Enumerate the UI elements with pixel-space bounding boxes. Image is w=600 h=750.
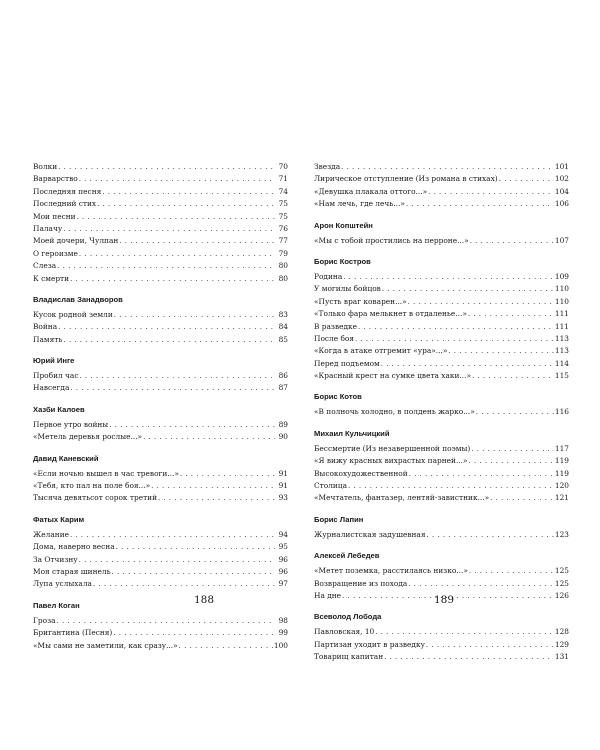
entry-page-number: 71 bbox=[278, 174, 288, 184]
dot-leader bbox=[77, 211, 275, 223]
dot-leader bbox=[469, 455, 554, 467]
dot-leader bbox=[113, 627, 275, 639]
toc-entry bbox=[33, 554, 288, 566]
dot-leader bbox=[448, 345, 554, 357]
toc-section bbox=[314, 512, 569, 541]
entry-title: Партизан уходит в разведку bbox=[314, 639, 425, 649]
entry-page-number: 126 bbox=[554, 590, 569, 600]
entry-title: На дне bbox=[314, 590, 342, 600]
entry-title: Столица bbox=[314, 481, 347, 491]
entry-title: «Тебя, кто пал на поле боя...» bbox=[33, 481, 151, 491]
entry-title: Лупа услыхала bbox=[33, 579, 92, 589]
entry-title: Моя старая шинель bbox=[33, 566, 111, 576]
entry-page-number: 129 bbox=[554, 639, 569, 649]
toc-entry bbox=[314, 455, 569, 467]
entry-title: Волки bbox=[33, 161, 58, 171]
toc-entry bbox=[33, 468, 288, 480]
toc-entry bbox=[314, 626, 569, 638]
toc-entry bbox=[314, 308, 569, 320]
entry-page-number: 104 bbox=[554, 186, 569, 196]
author-heading: Юрий Инге bbox=[33, 356, 75, 366]
author-heading: Владислав Занадворов bbox=[33, 294, 123, 304]
toc-entry bbox=[314, 161, 569, 173]
dot-leader bbox=[341, 161, 554, 173]
entry-page-number: 128 bbox=[554, 627, 569, 637]
entry-title: Последняя песня bbox=[33, 186, 102, 196]
entry-page-number: 115 bbox=[554, 371, 569, 381]
entry-page-number: 131 bbox=[554, 652, 569, 662]
entry-page-number: 89 bbox=[278, 419, 288, 429]
dot-leader bbox=[490, 492, 554, 504]
entry-page-number: 107 bbox=[554, 235, 569, 245]
toc-entry bbox=[314, 173, 569, 185]
toc-entry bbox=[33, 173, 288, 185]
dot-leader bbox=[102, 186, 275, 198]
dot-leader bbox=[348, 480, 554, 492]
toc-section bbox=[33, 402, 288, 444]
author-heading: Борис Котов bbox=[314, 392, 362, 402]
entry-page-number: 125 bbox=[554, 578, 569, 588]
dot-leader bbox=[428, 186, 554, 198]
entry-title: Павловская, 10 bbox=[314, 627, 375, 637]
entry-title: Мои песни bbox=[33, 211, 76, 221]
dot-leader bbox=[499, 173, 554, 185]
dot-leader bbox=[384, 651, 554, 663]
entry-page-number: 90 bbox=[278, 432, 288, 442]
dot-leader bbox=[406, 198, 554, 210]
toc-entry bbox=[314, 651, 569, 663]
toc-entry bbox=[33, 309, 288, 321]
entry-title: Желание bbox=[33, 529, 70, 539]
toc-entry bbox=[33, 321, 288, 333]
entry-page-number: 121 bbox=[554, 493, 569, 503]
author-heading: Алексей Лебедев bbox=[314, 551, 380, 561]
entry-page-number: 101 bbox=[554, 161, 569, 171]
entry-page-number: 95 bbox=[278, 542, 288, 552]
dot-leader bbox=[426, 529, 553, 541]
toc-section bbox=[33, 161, 288, 285]
dot-leader bbox=[58, 321, 275, 333]
dot-leader bbox=[119, 235, 275, 247]
author-heading: Борис Лапин bbox=[314, 514, 364, 524]
dot-leader bbox=[476, 406, 554, 418]
author-heading: Хазби Калоев bbox=[33, 404, 85, 414]
toc-section bbox=[314, 389, 569, 418]
dot-leader bbox=[358, 321, 554, 333]
entry-page-number: 109 bbox=[554, 271, 569, 281]
dot-leader bbox=[469, 565, 554, 577]
entry-page-number: 97 bbox=[278, 579, 288, 589]
toc-entry bbox=[33, 640, 288, 652]
toc-section bbox=[33, 451, 288, 505]
entry-title: «В полночь холодно, в полдень жарко...» bbox=[314, 407, 475, 417]
dot-leader bbox=[471, 443, 554, 455]
dot-leader bbox=[79, 554, 275, 566]
toc-entry bbox=[33, 578, 288, 590]
toc-entry bbox=[314, 370, 569, 382]
toc-section bbox=[314, 218, 569, 247]
entry-title: К смерти bbox=[33, 273, 70, 283]
entry-title: Дома, наверно весна bbox=[33, 542, 115, 552]
entry-page-number: 75 bbox=[278, 199, 288, 209]
entry-title: После боя bbox=[314, 333, 355, 343]
entry-title: Гроза bbox=[33, 615, 56, 625]
dot-leader bbox=[375, 626, 554, 638]
entry-title: Моей дочери, Чулпан bbox=[33, 236, 119, 246]
entry-page-number: 96 bbox=[278, 554, 288, 564]
entry-title: За Отчизну bbox=[33, 554, 78, 564]
entry-title: Слеза bbox=[33, 261, 57, 271]
dot-leader bbox=[58, 161, 275, 173]
entry-title: «Метет поземка, расстилаясь низко...» bbox=[314, 566, 468, 576]
dot-leader bbox=[112, 566, 275, 578]
toc-entry bbox=[314, 639, 569, 651]
entry-title: Навсегда bbox=[33, 383, 70, 393]
entry-page-number: 91 bbox=[278, 481, 288, 491]
toc-entry bbox=[33, 260, 288, 272]
entry-page-number: 84 bbox=[278, 322, 288, 332]
entry-title: «Девушка плакала оттого...» bbox=[314, 186, 428, 196]
entry-page-number: 80 bbox=[278, 273, 288, 283]
toc-entry bbox=[33, 529, 288, 541]
dot-leader bbox=[472, 370, 554, 382]
entry-page-number: 117 bbox=[554, 443, 569, 453]
toc-entry bbox=[314, 296, 569, 308]
dot-leader bbox=[93, 578, 275, 590]
entry-page-number: 85 bbox=[278, 334, 288, 344]
dot-leader bbox=[408, 578, 554, 590]
dot-leader bbox=[158, 492, 275, 504]
toc-section bbox=[33, 292, 288, 346]
toc-section bbox=[314, 161, 569, 211]
toc-section bbox=[314, 426, 569, 505]
toc-entry bbox=[314, 198, 569, 210]
page-number-right: 189 bbox=[433, 594, 455, 606]
entry-page-number: 93 bbox=[278, 493, 288, 503]
entry-page-number: 113 bbox=[554, 333, 569, 343]
toc-entry bbox=[314, 443, 569, 455]
toc-entry bbox=[33, 211, 288, 223]
entry-page-number: 123 bbox=[554, 529, 569, 539]
entry-title: О героизме bbox=[33, 248, 78, 258]
toc-entry bbox=[314, 283, 569, 295]
toc-entry bbox=[33, 223, 288, 235]
entry-page-number: 110 bbox=[554, 296, 569, 306]
entry-title: «Когда в атаке отгремит «ура»...» bbox=[314, 346, 448, 356]
entry-page-number: 119 bbox=[554, 456, 569, 466]
toc-entry bbox=[33, 186, 288, 198]
entry-title: «Мы с тобой простились на перроне...» bbox=[314, 235, 469, 245]
dot-leader bbox=[179, 640, 273, 652]
toc-entry bbox=[314, 529, 569, 541]
entry-page-number: 99 bbox=[278, 628, 288, 638]
entry-title: Бессмертие (Из незавершенной поэмы) bbox=[314, 443, 471, 453]
entry-page-number: 111 bbox=[554, 309, 569, 319]
dot-leader bbox=[70, 273, 275, 285]
entry-title: «Красный крест на сумке цвета хаки...» bbox=[314, 371, 471, 381]
entry-page-number: 100 bbox=[273, 640, 288, 650]
author-heading: Павел Коган bbox=[33, 600, 80, 610]
entry-page-number: 120 bbox=[554, 481, 569, 491]
dot-leader bbox=[79, 173, 275, 185]
toc-entry bbox=[33, 431, 288, 443]
toc-entry bbox=[33, 161, 288, 173]
toc-entry bbox=[314, 468, 569, 480]
dot-leader bbox=[355, 333, 554, 345]
entry-title: Возвращение из похода bbox=[314, 578, 408, 588]
dot-leader bbox=[343, 271, 554, 283]
author-heading: Борис Костров bbox=[314, 256, 371, 266]
toc-entry bbox=[33, 334, 288, 346]
toc-section bbox=[33, 598, 288, 652]
entry-page-number: 110 bbox=[554, 284, 569, 294]
entry-page-number: 80 bbox=[278, 261, 288, 271]
dot-leader bbox=[70, 529, 275, 541]
entry-page-number: 75 bbox=[278, 211, 288, 221]
toc-entry bbox=[33, 541, 288, 553]
page-number-left: 188 bbox=[193, 594, 215, 606]
entry-title: Память bbox=[33, 334, 63, 344]
entry-title: Варварство bbox=[33, 174, 78, 184]
entry-title: Первое утро войны bbox=[33, 419, 109, 429]
dot-leader bbox=[63, 334, 275, 346]
dot-leader bbox=[63, 223, 275, 235]
entry-page-number: 96 bbox=[278, 566, 288, 576]
entry-page-number: 98 bbox=[278, 615, 288, 625]
entry-page-number: 86 bbox=[278, 371, 288, 381]
entry-page-number: 125 bbox=[554, 566, 569, 576]
entry-title: Товарищ капитан bbox=[314, 652, 384, 662]
entry-page-number: 119 bbox=[554, 468, 569, 478]
dot-leader bbox=[143, 431, 275, 443]
toc-entry bbox=[33, 370, 288, 382]
entry-title: «Пусть враг коварен...» bbox=[314, 296, 407, 306]
entry-page-number: 74 bbox=[278, 186, 288, 196]
entry-title: «Я вижу красных вихрастых парней...» bbox=[314, 456, 468, 466]
toc-entry bbox=[314, 565, 569, 577]
dot-leader bbox=[79, 248, 275, 260]
dot-leader bbox=[408, 296, 554, 308]
dot-leader bbox=[470, 235, 554, 247]
toc-section bbox=[314, 609, 569, 663]
entry-title: Война bbox=[33, 322, 58, 332]
dot-leader bbox=[114, 309, 275, 321]
author-heading: Арон Копштейн bbox=[314, 220, 373, 230]
dot-leader bbox=[381, 358, 554, 370]
entry-page-number: 76 bbox=[278, 223, 288, 233]
entry-title: «Нам лечь, где лечь...» bbox=[314, 199, 405, 209]
entry-title: Палачу bbox=[33, 223, 63, 233]
entry-title: Лирическое отступление (Из романа в стихах) bbox=[314, 174, 498, 184]
entry-page-number: 106 bbox=[554, 199, 569, 209]
toc-entry bbox=[33, 492, 288, 504]
entry-title: Пробил час bbox=[33, 371, 79, 381]
dot-leader bbox=[409, 468, 554, 480]
entry-title: Журналистская задушевная bbox=[314, 529, 426, 539]
author-heading: Фатых Карим bbox=[33, 514, 85, 524]
dot-leader bbox=[57, 260, 275, 272]
entry-page-number: 79 bbox=[278, 248, 288, 258]
toc-entry bbox=[314, 480, 569, 492]
toc-entry bbox=[33, 419, 288, 431]
dot-leader bbox=[382, 283, 554, 295]
author-heading: Михаил Кульчицкий bbox=[314, 428, 390, 438]
toc-section bbox=[33, 353, 288, 395]
dot-leader bbox=[116, 541, 275, 553]
entry-page-number: 111 bbox=[554, 321, 569, 331]
entry-page-number: 70 bbox=[278, 161, 288, 171]
entry-title: Перед подъемом bbox=[314, 358, 380, 368]
entry-title: У могилы бойцов bbox=[314, 284, 381, 294]
toc-entry bbox=[314, 186, 569, 198]
entry-title: Кусок родной земли bbox=[33, 309, 113, 319]
entry-page-number: 113 bbox=[554, 346, 569, 356]
entry-title: Высокохудожественной bbox=[314, 468, 408, 478]
entry-title: «Если ночью вышел в час тревоги...» bbox=[33, 468, 179, 478]
dot-leader bbox=[180, 468, 275, 480]
toc-entry bbox=[33, 480, 288, 492]
entry-page-number: 94 bbox=[278, 529, 288, 539]
entry-page-number: 116 bbox=[554, 407, 569, 417]
toc-entry bbox=[314, 406, 569, 418]
toc-entry bbox=[314, 492, 569, 504]
entry-title: Звезда bbox=[314, 161, 341, 171]
entry-page-number: 114 bbox=[554, 358, 569, 368]
entry-title: «Только фара мелькнет в отдаленье...» bbox=[314, 309, 467, 319]
toc-entry bbox=[314, 345, 569, 357]
left-page-contents bbox=[33, 161, 288, 659]
toc-entry bbox=[314, 235, 569, 247]
entry-title: Родина bbox=[314, 271, 343, 281]
toc-entry bbox=[314, 333, 569, 345]
dot-leader bbox=[151, 480, 275, 492]
author-heading: Всеволод Лобода bbox=[314, 612, 382, 622]
entry-title: Бригантина (Песня) bbox=[33, 628, 113, 638]
author-heading: Давид Каневский bbox=[33, 453, 99, 463]
dot-leader bbox=[468, 308, 554, 320]
dot-leader bbox=[109, 419, 275, 431]
toc-entry bbox=[33, 273, 288, 285]
entry-page-number: 83 bbox=[278, 309, 288, 319]
toc-entry bbox=[33, 198, 288, 210]
dot-leader bbox=[70, 382, 275, 394]
dot-leader bbox=[426, 639, 554, 651]
entry-page-number: 91 bbox=[278, 468, 288, 478]
toc-section bbox=[33, 512, 288, 591]
toc-entry bbox=[314, 358, 569, 370]
toc-entry bbox=[33, 615, 288, 627]
toc-entry bbox=[33, 235, 288, 247]
toc-entry bbox=[33, 627, 288, 639]
dot-leader bbox=[57, 615, 275, 627]
entry-title: Последний стих bbox=[33, 199, 97, 209]
entry-page-number: 87 bbox=[278, 383, 288, 393]
dot-leader bbox=[97, 198, 275, 210]
toc-entry bbox=[33, 382, 288, 394]
dot-leader bbox=[79, 370, 275, 382]
entry-title: В разведке bbox=[314, 321, 358, 331]
entry-title: Тысяча девятьсот сорок третий bbox=[33, 493, 158, 503]
entry-page-number: 102 bbox=[554, 174, 569, 184]
toc-entry bbox=[314, 578, 569, 590]
toc-entry bbox=[33, 566, 288, 578]
entry-title: «Мы сами не заметили, как сразу...» bbox=[33, 640, 178, 650]
toc-entry bbox=[33, 248, 288, 260]
toc-entry bbox=[314, 321, 569, 333]
toc-entry bbox=[314, 271, 569, 283]
entry-page-number: 77 bbox=[278, 236, 288, 246]
entry-title: «Мечтатель, фантазер, лентяй-завистник...» bbox=[314, 493, 490, 503]
toc-section bbox=[314, 254, 569, 383]
entry-title: «Метель деревья рослые...» bbox=[33, 432, 143, 442]
